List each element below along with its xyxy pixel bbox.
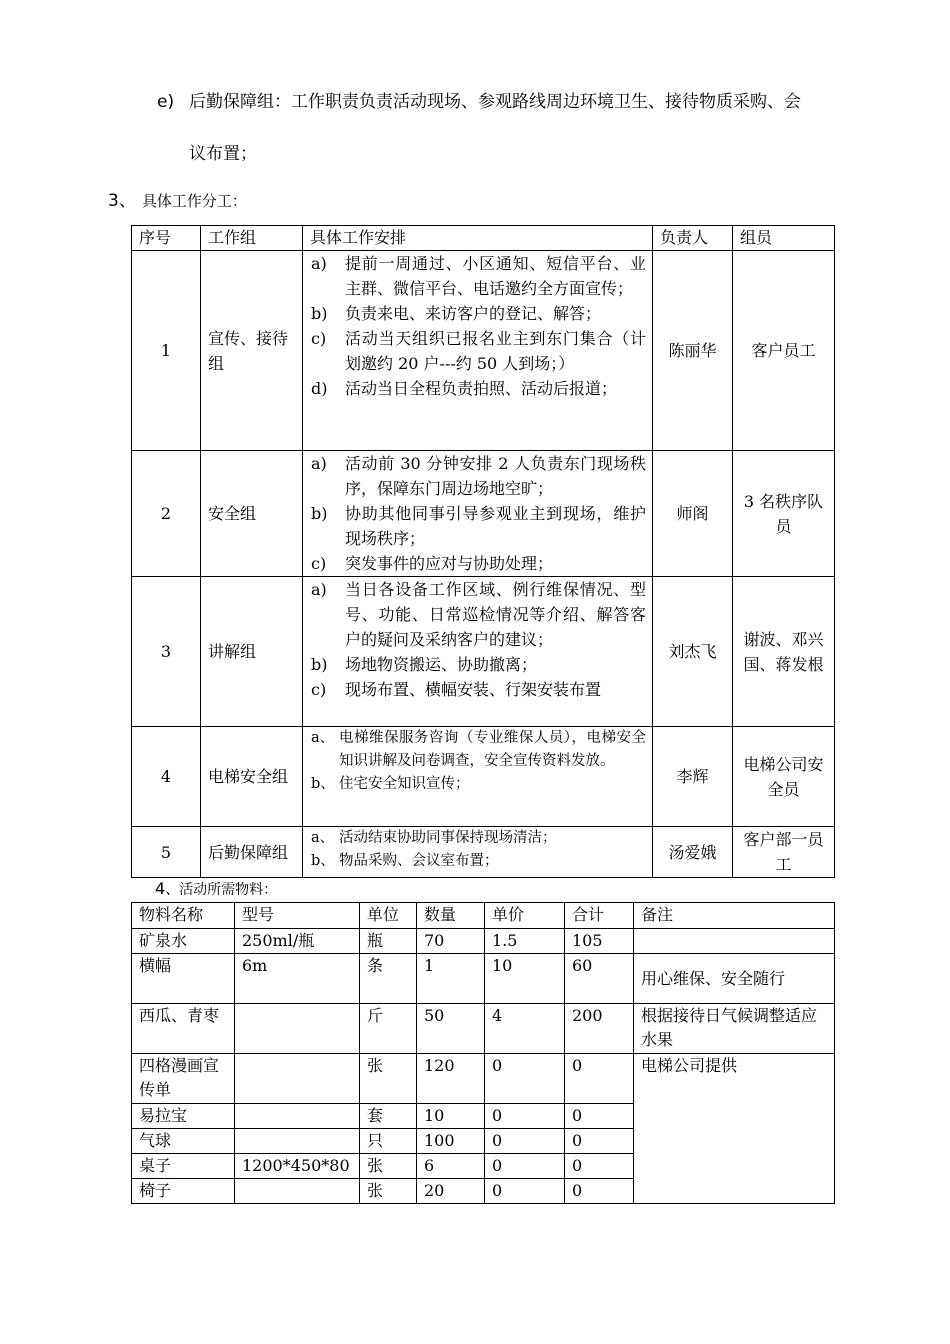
material-total: 0 bbox=[565, 1054, 634, 1104]
task-list bbox=[303, 827, 653, 878]
materials-table bbox=[131, 902, 835, 1204]
section-title: 、活动所需物料： bbox=[165, 882, 278, 898]
leader-name: 陈丽华 bbox=[653, 251, 733, 451]
task-list bbox=[303, 451, 653, 577]
table-header-cell: 物料名称 bbox=[132, 903, 235, 929]
table-header-cell: 合计 bbox=[565, 903, 634, 929]
list-item: b) 场地物资搬运、协助撤离； bbox=[311, 655, 538, 674]
group-name: 电梯安全组 bbox=[201, 727, 303, 827]
material-model bbox=[235, 1004, 360, 1054]
table-row bbox=[132, 251, 835, 451]
group-name: 安全组 bbox=[201, 451, 303, 577]
table-header-cell: 负责人 bbox=[653, 226, 733, 251]
table-header-cell: 型号 bbox=[235, 903, 360, 929]
material-unit: 张 bbox=[360, 1054, 417, 1104]
material-unit: 张 bbox=[360, 1154, 417, 1179]
list-item: a) 活动前 30 分钟安排 2 人负责东门现场秩序，保障东门周边场地空旷； bbox=[311, 454, 646, 498]
material-total: 200 bbox=[565, 1004, 634, 1054]
material-name: 易拉宝 bbox=[132, 1104, 235, 1129]
material-unit: 套 bbox=[360, 1104, 417, 1129]
table-row bbox=[132, 727, 835, 827]
table-row bbox=[132, 1004, 835, 1054]
table-row bbox=[132, 1054, 835, 1104]
material-price: 4 bbox=[485, 1004, 565, 1054]
list-item: a、 电梯维保服务咨询（专业维保人员），电梯安全知识讲解及问卷调查，安全宣传资料发放。 bbox=[311, 730, 646, 769]
material-qty: 6 bbox=[417, 1154, 485, 1179]
material-name: 桌子 bbox=[132, 1154, 235, 1179]
material-unit: 瓶 bbox=[360, 929, 417, 954]
material-price: 0 bbox=[485, 1129, 565, 1154]
material-note: 根据接待日气候调整适应水果 bbox=[634, 1004, 835, 1054]
table-header-cell: 数量 bbox=[417, 903, 485, 929]
material-model: 250ml/瓶 bbox=[235, 929, 360, 954]
list-item: a) 当日各设备工作区域、例行维保情况、型号、功能、日常巡检情况等介绍、解答客户的疑问及采纳客户的建议； bbox=[311, 580, 646, 649]
table-row bbox=[132, 929, 835, 954]
members: 3 名秩序队员 bbox=[733, 451, 835, 577]
material-price: 0 bbox=[485, 1054, 565, 1104]
list-item: b、 物品采购、会议室布置； bbox=[311, 853, 499, 869]
members: 谢波、邓兴国、蒋发根 bbox=[733, 577, 835, 727]
table-header-cell: 备注 bbox=[634, 903, 835, 929]
task-list bbox=[303, 251, 653, 451]
table-row bbox=[132, 827, 835, 878]
table-header-cell: 单位 bbox=[360, 903, 417, 929]
material-model bbox=[235, 1129, 360, 1154]
table-header-cell: 组员 bbox=[733, 226, 835, 251]
material-price: 0 bbox=[485, 1179, 565, 1204]
section-number: 4 bbox=[155, 879, 166, 898]
material-qty: 1 bbox=[417, 954, 485, 1004]
section-number: 3、 bbox=[108, 191, 136, 211]
members: 客户员工 bbox=[733, 251, 835, 451]
row-number: 4 bbox=[132, 727, 201, 827]
material-name: 四格漫画宣传单 bbox=[132, 1054, 235, 1104]
material-model: 6m bbox=[235, 954, 360, 1004]
leader-name: 李辉 bbox=[653, 727, 733, 827]
table-header-cell: 单价 bbox=[485, 903, 565, 929]
material-total: 0 bbox=[565, 1129, 634, 1154]
section-3-heading bbox=[108, 186, 247, 211]
material-model bbox=[235, 1054, 360, 1104]
table-header-cell: 工作组 bbox=[201, 226, 303, 251]
leader-name: 汤爱娥 bbox=[653, 827, 733, 878]
list-item: b) 协助其他同事引导参观业主到现场，维护现场秩序； bbox=[311, 504, 646, 548]
list-item: c) 现场布置、横幅安装、行架安装布置 bbox=[311, 680, 602, 699]
material-qty: 120 bbox=[417, 1054, 485, 1104]
list-item: c) 突发事件的应对与协助处理； bbox=[311, 554, 554, 573]
row-number: 3 bbox=[132, 577, 201, 727]
task-table bbox=[131, 225, 835, 878]
material-qty: 10 bbox=[417, 1104, 485, 1129]
list-item: a) 提前一周通过、小区通知、短信平台、业主群、微信平台、电话邀约全方面宣传； bbox=[311, 254, 646, 298]
row-number: 5 bbox=[132, 827, 201, 878]
table-header-row bbox=[132, 903, 835, 929]
material-note: 电梯公司提供 bbox=[634, 1054, 835, 1204]
material-name: 椅子 bbox=[132, 1179, 235, 1204]
material-model bbox=[235, 1179, 360, 1204]
list-marker: e) bbox=[157, 92, 175, 112]
row-number: 2 bbox=[132, 451, 201, 577]
table-header-row bbox=[132, 226, 835, 251]
material-price: 1.5 bbox=[485, 929, 565, 954]
row-number: 1 bbox=[132, 251, 201, 451]
table-row bbox=[132, 577, 835, 727]
list-item: b、 住宅安全知识宣传； bbox=[311, 776, 470, 792]
list-item: b) 负责来电、来访客户的登记、解答； bbox=[311, 304, 602, 323]
material-price: 0 bbox=[485, 1104, 565, 1129]
table-header-cell: 序号 bbox=[132, 226, 201, 251]
material-qty: 20 bbox=[417, 1179, 485, 1204]
material-qty: 50 bbox=[417, 1004, 485, 1054]
task-list bbox=[303, 727, 653, 827]
table-row bbox=[132, 451, 835, 577]
section-4-heading bbox=[155, 879, 277, 899]
material-total: 0 bbox=[565, 1104, 634, 1129]
material-unit: 条 bbox=[360, 954, 417, 1004]
leader-name: 师阁 bbox=[653, 451, 733, 577]
material-total: 105 bbox=[565, 929, 634, 954]
material-unit: 张 bbox=[360, 1179, 417, 1204]
group-name: 后勤保障组 bbox=[201, 827, 303, 878]
list-item: d) 活动当日全程负责拍照、活动后报道； bbox=[311, 379, 618, 398]
material-model: 1200*450*80 bbox=[235, 1154, 360, 1179]
list-item: a、 活动结束协助同事保持现场清洁； bbox=[311, 830, 557, 846]
section-e-text: 后勤保障组：工作职责负责活动现场、参观路线周边环境卫生、接待物质采购、会 bbox=[189, 92, 801, 112]
material-qty: 70 bbox=[417, 929, 485, 954]
material-unit: 斤 bbox=[360, 1004, 417, 1054]
members: 电梯公司安全员 bbox=[733, 727, 835, 827]
material-price: 0 bbox=[485, 1154, 565, 1179]
material-qty: 100 bbox=[417, 1129, 485, 1154]
group-name: 宣传、接待组 bbox=[201, 251, 303, 451]
material-unit: 只 bbox=[360, 1129, 417, 1154]
list-item: c) 活动当天组织已报名业主到东门集合（计划邀约 20 户---约 50 人到场；） bbox=[311, 329, 646, 373]
material-name: 矿泉水 bbox=[132, 929, 235, 954]
members: 客户部一员工 bbox=[733, 827, 835, 878]
material-name: 气球 bbox=[132, 1129, 235, 1154]
section-title: 具体工作分工： bbox=[141, 192, 247, 210]
material-name: 西瓜、青枣 bbox=[132, 1004, 235, 1054]
table-row bbox=[132, 954, 835, 1004]
table-header-cell: 具体工作安排 bbox=[303, 226, 653, 251]
group-name: 讲解组 bbox=[201, 577, 303, 727]
material-total: 60 bbox=[565, 954, 634, 1004]
section-e-text-cont: 议布置； bbox=[189, 144, 257, 164]
task-list bbox=[303, 577, 653, 727]
material-note: 用心维保、安全随行 bbox=[634, 954, 835, 1004]
material-total: 0 bbox=[565, 1179, 634, 1204]
leader-name: 刘杰飞 bbox=[653, 577, 733, 727]
material-total: 0 bbox=[565, 1154, 634, 1179]
material-model bbox=[235, 1104, 360, 1129]
material-name: 横幅 bbox=[132, 954, 235, 1004]
material-note bbox=[634, 929, 835, 954]
material-price: 10 bbox=[485, 954, 565, 1004]
